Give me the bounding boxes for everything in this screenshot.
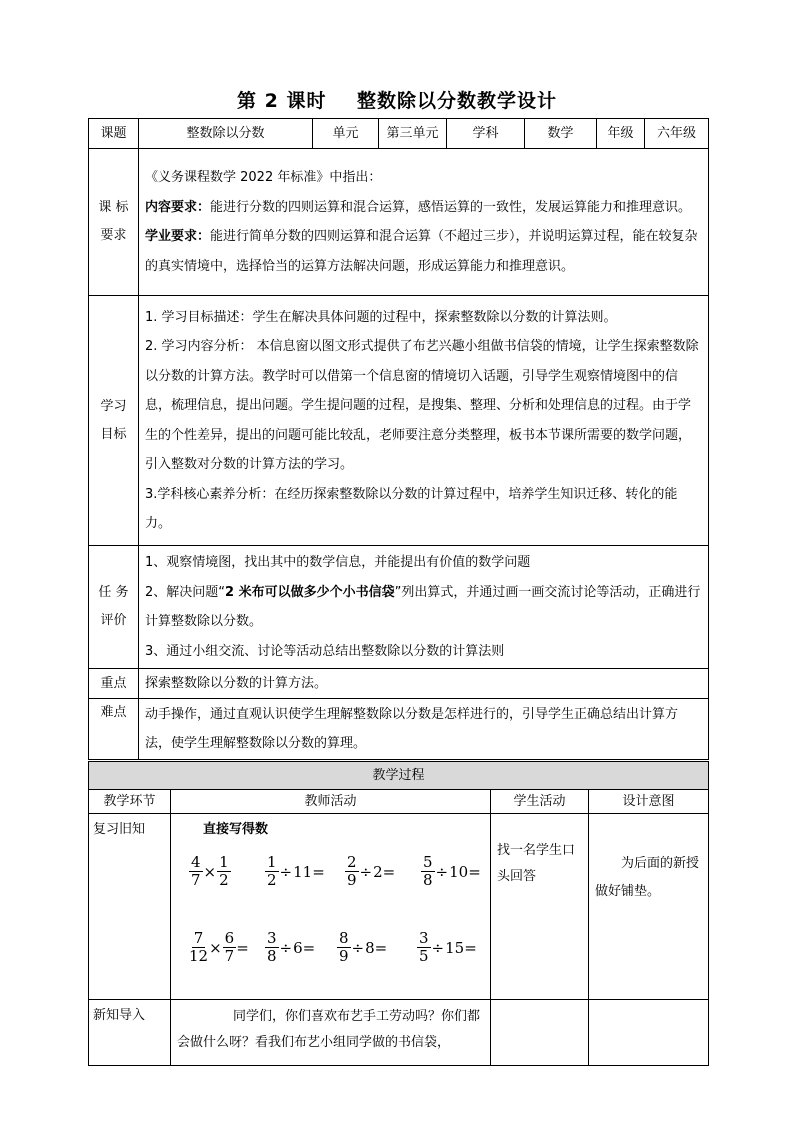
review-prompt: 直接写得数: [203, 822, 269, 837]
denominator: 12: [189, 947, 209, 965]
intro-intent: [589, 1000, 709, 1066]
operand: 2: [373, 862, 383, 881]
equals-sign: =: [312, 862, 325, 881]
academic-requirement-label: 学业要求：: [145, 229, 211, 244]
operand: 15: [445, 938, 465, 957]
equals-sign: =: [382, 862, 396, 881]
review-expression: [421, 854, 481, 889]
review-expression: [417, 930, 477, 965]
denominator: 7: [224, 947, 235, 965]
standards-content: [139, 149, 709, 296]
objectives-content: [139, 296, 709, 546]
intro-teacher-text: 同学们，你们喜欢布艺手工劳动吗？你们都会做什么呀？看我们布艺小组同学做的书信袋，: [171, 1000, 491, 1066]
evaluation-task-2: 2、解决问题“2 米布可以做多少个小书信袋”列出算式，并通过画一画交流讨论等活动，正确进行计算整数除以分数。: [145, 584, 701, 629]
operand: 6: [293, 938, 303, 957]
numerator: 1: [267, 853, 277, 871]
evaluation-task-1: 1、观察情境图，找出其中的数学信息，并能提出有价值的数学问题: [145, 555, 531, 570]
fraction: [189, 930, 208, 965]
denominator: 8: [423, 871, 433, 889]
equals-sign: =: [468, 862, 481, 881]
denominator: 8: [267, 947, 277, 965]
numerator: 5: [423, 853, 433, 871]
operand: 11: [293, 862, 313, 881]
grade-value: 六年级: [645, 119, 709, 149]
operand: 8: [365, 938, 375, 957]
fraction: [417, 930, 431, 965]
key-point-label: 重点: [89, 669, 139, 699]
evaluation-content: [139, 546, 709, 669]
fraction: [337, 930, 351, 965]
denominator: 7: [191, 871, 201, 889]
equals-sign: =: [302, 938, 316, 957]
numerator: 3: [419, 929, 429, 947]
discipline-label: 学科: [447, 119, 525, 149]
operator: ÷: [431, 938, 445, 957]
denominator: 9: [339, 947, 349, 965]
objectives-label: 学习 目标: [89, 296, 139, 546]
review-expression: [265, 930, 315, 965]
fraction: [265, 930, 279, 965]
review-expression: [189, 930, 249, 965]
evaluation-label: 任 务 评价: [89, 546, 139, 669]
page-title: 第 2 课时 整数除以分数教学设计: [237, 90, 557, 112]
denominator: 2: [267, 871, 277, 889]
difficulty-label: 难点: [89, 699, 139, 760]
operator: ×: [209, 938, 222, 957]
evaluation-task-3: 3、通过小组交流、讨论等活动总结出整数除以分数的计算法则: [145, 643, 505, 659]
col-student: 学生活动: [491, 790, 589, 814]
numerator: 6: [224, 929, 235, 947]
numerator: 7: [193, 929, 204, 947]
denominator: 9: [347, 871, 357, 889]
fraction: [421, 854, 435, 889]
info-table: [88, 118, 709, 760]
denominator: 5: [419, 947, 429, 965]
process-table: [88, 761, 709, 1066]
review-stage: 复习旧知: [89, 814, 171, 1000]
fraction: [265, 854, 279, 889]
fraction: [345, 854, 359, 889]
operator: ÷: [279, 862, 293, 881]
col-stage: 教学环节: [89, 790, 171, 814]
content-requirement-label: 内容要求：: [145, 199, 211, 215]
operator: ÷: [435, 862, 449, 881]
equals-sign: =: [236, 938, 249, 957]
denominator: 2: [219, 871, 229, 889]
operator: ÷: [351, 938, 365, 957]
intro-student: [491, 1000, 589, 1066]
objective-3: 3.学科核心素养分析：在经历探索整数除以分数的计算过程中，培养学生知识迁移、转化的能力。: [145, 486, 678, 531]
review-expression: [265, 854, 325, 889]
numerator: 8: [339, 929, 349, 947]
numerator: 1: [219, 853, 229, 871]
unit-label: 单元: [313, 119, 379, 149]
subject-label: 课题: [89, 119, 139, 149]
unit-value: 第三单元: [379, 119, 447, 149]
fraction: [189, 854, 203, 889]
fraction: [217, 854, 231, 889]
subject-value: 整数除以分数: [139, 119, 313, 149]
process-heading: 教学过程: [89, 762, 709, 790]
fraction: [223, 930, 237, 965]
objective-2: 2. 学习内容分析： 本信息窗以图文形式提供了布艺兴趣小组做书信袋的情境，让学生探索整数除以分数的计算方法。教学时可以借第一个信息窗的情境切入话题，引导学生观察情境图中的信息，梳理信息，提出问题。学生提问题的过程，是搜集、整理、分析和处理信息的过程。由于学生的个性差异，提出的问题可能比较乱，老师要注意分类整理，板书本节课所需要的数学问题，引入整数对分数的计算方法的学习。: [145, 339, 699, 472]
operand: 10: [449, 862, 469, 881]
col-teacher: 教师活动: [171, 790, 491, 814]
key-point-text: 探索整数除以分数的计算方法。: [139, 669, 709, 699]
review-expression: [189, 854, 231, 889]
standards-intro: 《义务课程数学 2022 年标准》中指出：: [145, 170, 382, 185]
standards-label: 课 标 要求: [89, 149, 139, 296]
review-expression: [337, 930, 387, 965]
equals-sign: =: [464, 938, 477, 957]
review-teacher-cell: [171, 814, 491, 1000]
equals-sign: =: [374, 938, 388, 957]
grade-label: 年级: [597, 119, 645, 149]
difficulty-text: 动手操作，通过直观认识使学生理解整数除以分数是怎样进行的，引导学生正确总结出计算方法，使学生理解整数除以分数的算理。: [139, 699, 709, 760]
review-expression: [345, 854, 395, 889]
intro-stage: 新知导入: [89, 1000, 171, 1066]
numerator: 4: [191, 853, 201, 871]
objective-1: 1. 学习目标描述：学生在解决具体问题的过程中，探索整数除以分数的计算法则。: [145, 309, 617, 325]
operator: ÷: [279, 938, 293, 957]
operator: ÷: [359, 862, 373, 881]
discipline-value: 数学: [525, 119, 597, 149]
col-intent: 设计意图: [589, 790, 709, 814]
academic-requirement-text: 能进行简单分数的四则运算和混合运算（不超过三步），并说明运算过程，能在较复杂的真实情境中，选择恰当的运算方法解决问题，形成运算能力和推理意识。: [145, 229, 698, 274]
numerator: 2: [347, 853, 357, 871]
review-student: 找一名学生口头回答: [491, 814, 589, 1000]
content-requirement-text: 能进行分数的四则运算和混合运算，感悟运算的一致性，发展运算能力和推理意识。: [210, 199, 692, 215]
operator: ×: [203, 862, 217, 881]
numerator: 3: [267, 929, 277, 947]
review-intent: 为后面的新授做好铺垫。: [589, 814, 709, 1000]
